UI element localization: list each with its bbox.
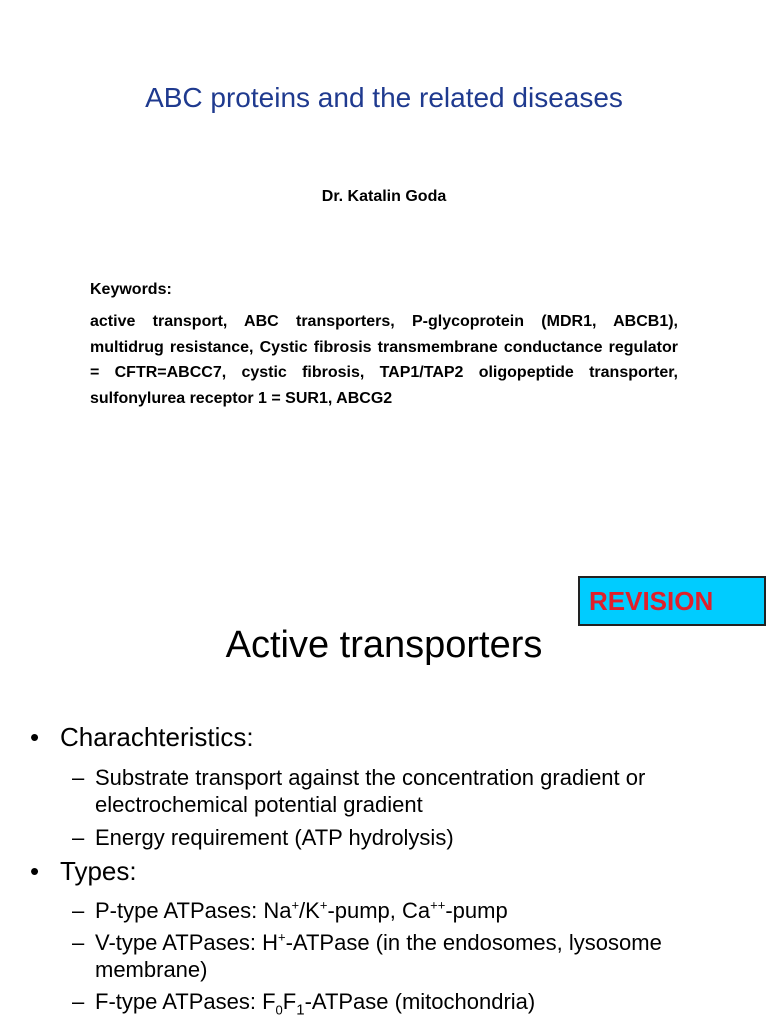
bullet-symbol: • <box>30 722 40 752</box>
sub-bullet-text: Energy requirement (ATP hydrolysis) <box>95 825 454 850</box>
keywords-label: Keywords: <box>90 281 172 298</box>
sub-bullet-text: V-type ATPases: H+-ATPase (in the endosomes, lysosome membrane) <box>95 929 662 982</box>
sub-bullet <box>72 824 752 851</box>
keywords-text: active transport, ABC transporters, P-glycoprotein (MDR1, ABCB1), multidrug resistance, Cystic fibrosis transmembrane conductance regulator = CFTR=ABCC7, cystic fibrosis, TAP1/TAP2 oligopeptide transporter, sulfonylurea receptor 1 = SUR1, ABCG2 <box>90 313 678 407</box>
sub-bullet-text: Substrate transport against the concentration gradient or electrochemical potential gradient <box>95 765 646 817</box>
dash-symbol: – <box>72 765 85 790</box>
dash-symbol: – <box>72 989 85 1014</box>
dash-symbol: – <box>72 825 85 850</box>
bullet-label: Charachteristics: <box>60 722 254 752</box>
bullet-label: Types: <box>60 856 137 886</box>
sub-bullet-p-type <box>72 897 752 924</box>
sub-bullet <box>72 764 752 818</box>
slide-2 <box>0 520 768 1024</box>
sub-bullet-f-type <box>72 988 752 1019</box>
bullet-characteristics <box>30 722 254 753</box>
sub-bullet-text: F-type ATPases: $F_0F_1$-ATPase (mitochondria) <box>95 989 536 1019</box>
slide-1-title: ABC proteins and the related diseases <box>145 82 623 113</box>
bullet-symbol: • <box>30 856 40 886</box>
dash-symbol: – <box>72 898 85 923</box>
dash-symbol: – <box>72 930 85 955</box>
revision-badge: REVISION <box>578 576 766 626</box>
slide-2-title: Active transporters <box>225 624 543 666</box>
author-name: Dr. Katalin Goda <box>321 188 447 205</box>
sub-bullet-v-type <box>72 929 752 983</box>
sub-bullet-text: P-type ATPases: Na+/K+-pump, Ca++-pump <box>95 897 508 923</box>
bullet-types <box>30 856 137 887</box>
